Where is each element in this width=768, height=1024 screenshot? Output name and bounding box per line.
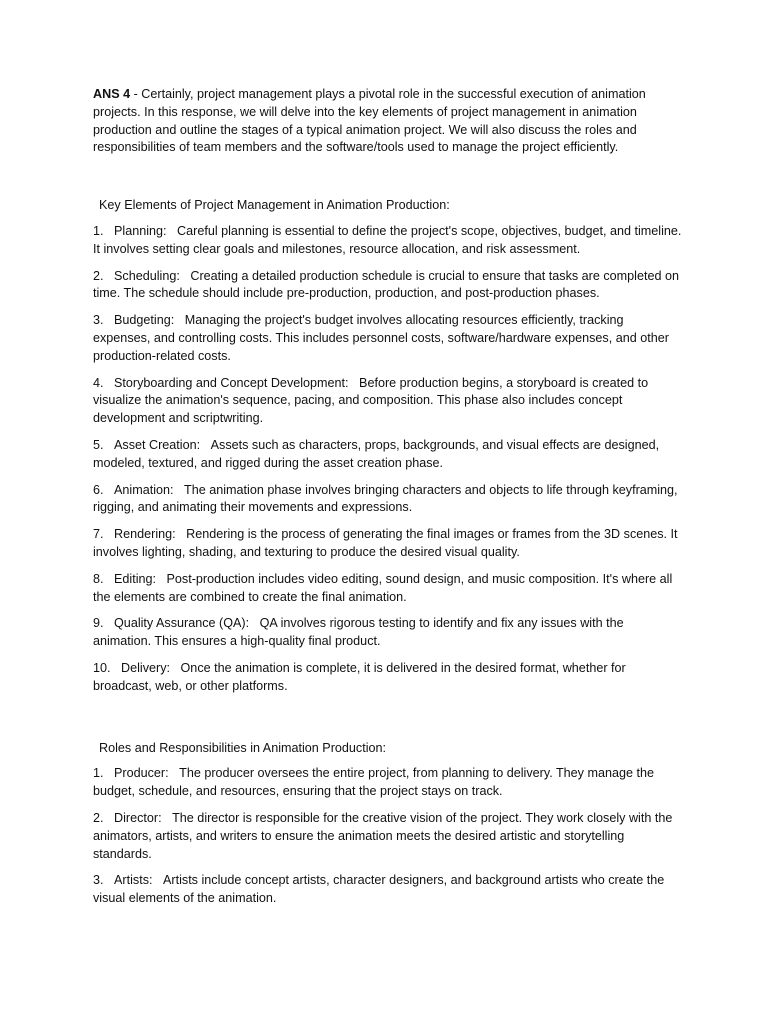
item-number: 1. bbox=[93, 766, 104, 781]
item-title: Rendering: bbox=[114, 527, 176, 542]
item-text: Creating a detailed production schedule is crucial to ensure that tasks are completed on time. The schedule should include pre-production, production, and post-production phases. bbox=[93, 268, 679, 301]
list-item bbox=[93, 526, 683, 562]
item-title: Artists: bbox=[114, 873, 153, 888]
list-item bbox=[93, 765, 683, 801]
item-title: Asset Creation: bbox=[114, 437, 201, 452]
key-elements-list bbox=[93, 223, 683, 696]
list-item bbox=[93, 312, 683, 365]
item-number: 8. bbox=[93, 571, 104, 586]
list-item bbox=[93, 375, 683, 428]
roles-list bbox=[93, 765, 683, 908]
item-text: Artists include concept artists, character designers, and background artists who create the visual elements of the animation. bbox=[93, 873, 665, 906]
item-text: Post-production includes video editing, sound design, and music composition. It's where all the elements are combined to create the final animation. bbox=[93, 571, 673, 604]
item-number: 2. bbox=[93, 268, 104, 283]
item-number: 7. bbox=[93, 527, 104, 542]
item-number: 10. bbox=[93, 660, 111, 675]
list-item bbox=[93, 437, 683, 473]
item-title: Scheduling: bbox=[114, 268, 180, 283]
item-number: 6. bbox=[93, 482, 104, 497]
item-title: Editing: bbox=[114, 571, 157, 586]
document-page bbox=[93, 86, 683, 917]
roles-heading: Roles and Responsibilities in Animation Production: bbox=[99, 740, 387, 755]
item-title: Director: bbox=[114, 810, 162, 825]
item-text: The animation phase involves bringing characters and objects to life through keyframing, rigging, and animating their movements and expressions. bbox=[93, 482, 678, 515]
list-item bbox=[93, 810, 683, 863]
list-item bbox=[93, 268, 683, 304]
item-text: QA involves rigorous testing to identify and fix any issues with the animation. This ensures a high-quality final product. bbox=[93, 616, 624, 649]
item-title: Animation: bbox=[114, 482, 174, 497]
item-number: 3. bbox=[93, 313, 104, 328]
item-text: The producer oversees the entire project, from planning to delivery. They manage the budget, schedule, and resources, ensuring that the project stays on track. bbox=[93, 766, 654, 799]
list-item bbox=[93, 482, 683, 518]
item-number: 1. bbox=[93, 223, 104, 238]
item-title: Delivery: bbox=[121, 660, 171, 675]
item-number: 5. bbox=[93, 437, 104, 452]
item-text: Before production begins, a storyboard is created to visualize the animation's sequence, pacing, and composition. This phase also includes concept development and scriptwriting. bbox=[93, 375, 649, 426]
key-elements-heading: Key Elements of Project Management in Animation Production: bbox=[99, 198, 450, 213]
item-number: 2. bbox=[93, 810, 104, 825]
intro-text: - Certainly, project management plays a pivotal role in the successful execution of animation projects. In this response, we will delve into the key elements of project management in animation production and outline the stages of a typical animation project. We will also discuss the roles and responsibilities of team members and the software/tools used to manage the project efficiently. bbox=[93, 87, 646, 155]
item-number: 9. bbox=[93, 616, 104, 631]
item-number: 3. bbox=[93, 873, 104, 888]
item-title: Budgeting: bbox=[114, 313, 175, 328]
item-text: Assets such as characters, props, backgrounds, and visual effects are designed, modeled, textured, and rigged during the asset creation phase. bbox=[93, 437, 660, 470]
list-item bbox=[93, 615, 683, 651]
item-title: Producer: bbox=[114, 766, 169, 781]
item-text: The director is responsible for the creative vision of the project. They work closely with the animators, artists, and writers to ensure the animation meets the desired artistic and storytelling standards. bbox=[93, 810, 673, 861]
item-title: Planning: bbox=[114, 223, 167, 238]
item-text: Careful planning is essential to define the project's scope, objectives, budget, and timeline. It involves setting clear goals and milestones, resource allocation, and risk assessment. bbox=[93, 223, 682, 256]
item-number: 4. bbox=[93, 375, 104, 390]
item-text: Once the animation is complete, it is delivered in the desired format, whether for broadcast, web, or other platforms. bbox=[93, 660, 626, 693]
intro-paragraph bbox=[93, 86, 683, 157]
list-item bbox=[93, 571, 683, 607]
item-text: Managing the project's budget involves allocating resources efficiently, tracking expenses, and controlling costs. This includes personnel costs, software/hardware expenses, and other production-related costs. bbox=[93, 313, 669, 363]
list-item bbox=[93, 660, 683, 696]
item-title: Storyboarding and Concept Development: bbox=[114, 375, 349, 390]
item-title: Quality Assurance (QA): bbox=[114, 616, 250, 631]
item-text: Rendering is the process of generating the final images or frames from the 3D scenes. It involves lighting, shading, and texturing to produce the desired visual quality. bbox=[93, 527, 678, 559]
list-item bbox=[93, 872, 683, 908]
answer-label: ANS 4 bbox=[93, 87, 131, 101]
list-item bbox=[93, 223, 683, 259]
